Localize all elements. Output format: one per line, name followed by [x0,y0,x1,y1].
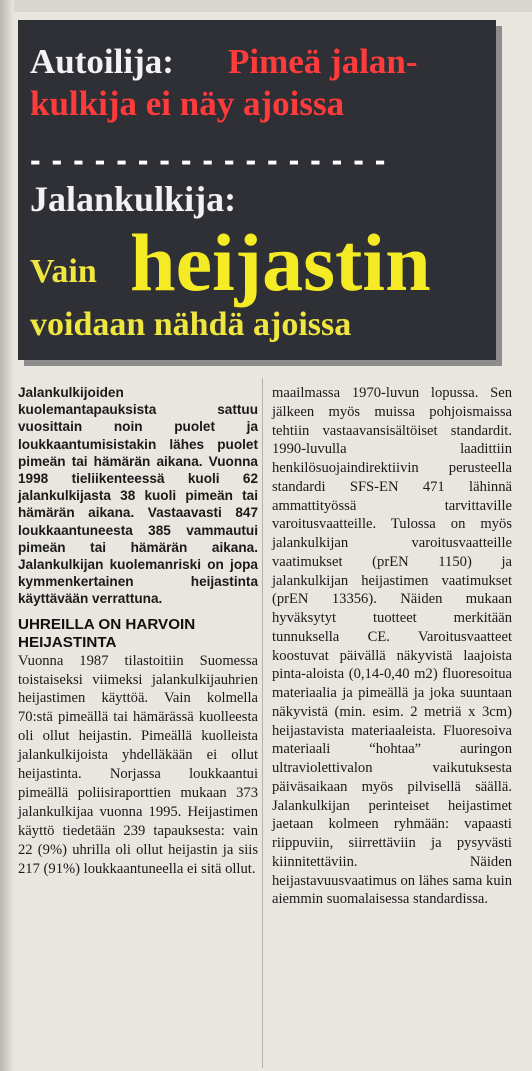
headline-red-part2: kulkija ei näy ajoissa [30,84,345,123]
article-body-right: maailmassa 1970-luvun lopussa. Sen jälkeen myös muissa pohjoismaissa tehtiin vastaavansisältöiset standardit. 1990-luvulla laadittiin henkilösuojaindirektiivin perusteella standardi SFS-EN 471 lähinnä ammattityössä tarvittaville varoitusvaatteille. Tulossa on myös jalankulkijan varoitusvaatteille vaatimukset (prEN 1150) ja jalankulkijan heijastimen vaatimukset (prEN 13356). Näiden mukaan hyväksytyt tuotteet merkitään tunnuksella CE. Varoitusvaatteet koostuvat päivällä näkyvistä laajoista pinta-aloista (0,14-0,40 m2) fluoresoitua materiaalia ja pimeällä ja joka suuntaan näkyvistä (min. esim. 2 metriä x 3cm) heijastavista materiaaleista. Fluoresoiva materiaali “hohtaa” auringon ultraviolettivalon vaikutuksesta päiväsaikaan myös pilvisellä säällä. Jalankulkijan perinteiset heijastimet jaetaan kolmeen ryhmään: vapaasti riippuviin, siirrettäviin ja pysyvästi kiinnitettäviin. Näiden heijastavuusvaatimus on lähes sama kuin aiemmin suomalaisessa standardissa. [272,385,512,908]
left-edge-shadow [0,0,14,1071]
top-edge [0,0,532,12]
headline-heijastin: heijastin [130,217,431,308]
article-subheading: UHREILLA ON HARVOIN HEIJASTINTA [18,615,196,651]
headline-autoilija: Autoilija: [30,42,174,81]
headline-separator: - - - - - - - - - - - - - - - - - [30,142,387,178]
headline-box [18,20,496,360]
headline-vain: Vain [30,253,97,290]
article-column-left [18,384,258,879]
headline-jalankulkija: Jalankulkija: [30,179,237,219]
headline-red-part1: Pimeä jalan- [228,42,418,81]
article-body-left: Vuonna 1987 tilastoitiin Suomessa toistaiseksi viimeksi jalankulkijauhrien heijastimen käyttöä. Vain kolmella 70:stä pimeällä tai hämärässä kuolleesta oli ollut heijastin. Pimeällä kuolleista jalankulkijoista yhdelläkään ei ollut heijastinta. Norjassa loukkaantui pimeällä poliisiraporttien mukaan 373 jalankulkijaa vuonna 1995. Heijastimen käyttö tiedetään 239 tapauksesta: vain 22 (9%) uhrilla oli ollut heijastin ja siis 217 (91%) loukkaantuneella ei sitä ollut. [18,652,258,877]
article-column-right [272,384,512,909]
column-divider [262,378,263,1068]
article-lead: Jalankulkijoiden kuolemantapauksista sattuu vuosittain noin puolet ja loukkaantumisistakin lähes puolet pimeän tai hämärän aikana. Vuonna 1998 tieliikenteessä kuoli 62 jalankulkijasta 38 kuoli pimeän tai hämärän aikana. Vastaavasti 847 loukkaantuneesta 385 vammautui pimeän tai hämärän aikana. Jalankulkijan kuolemanriski on jopa kymmenkertainen heijastinta käyttävään verrattuna. [18,385,258,607]
headline-voidaan: voidaan nähdä ajoissa [30,306,352,343]
